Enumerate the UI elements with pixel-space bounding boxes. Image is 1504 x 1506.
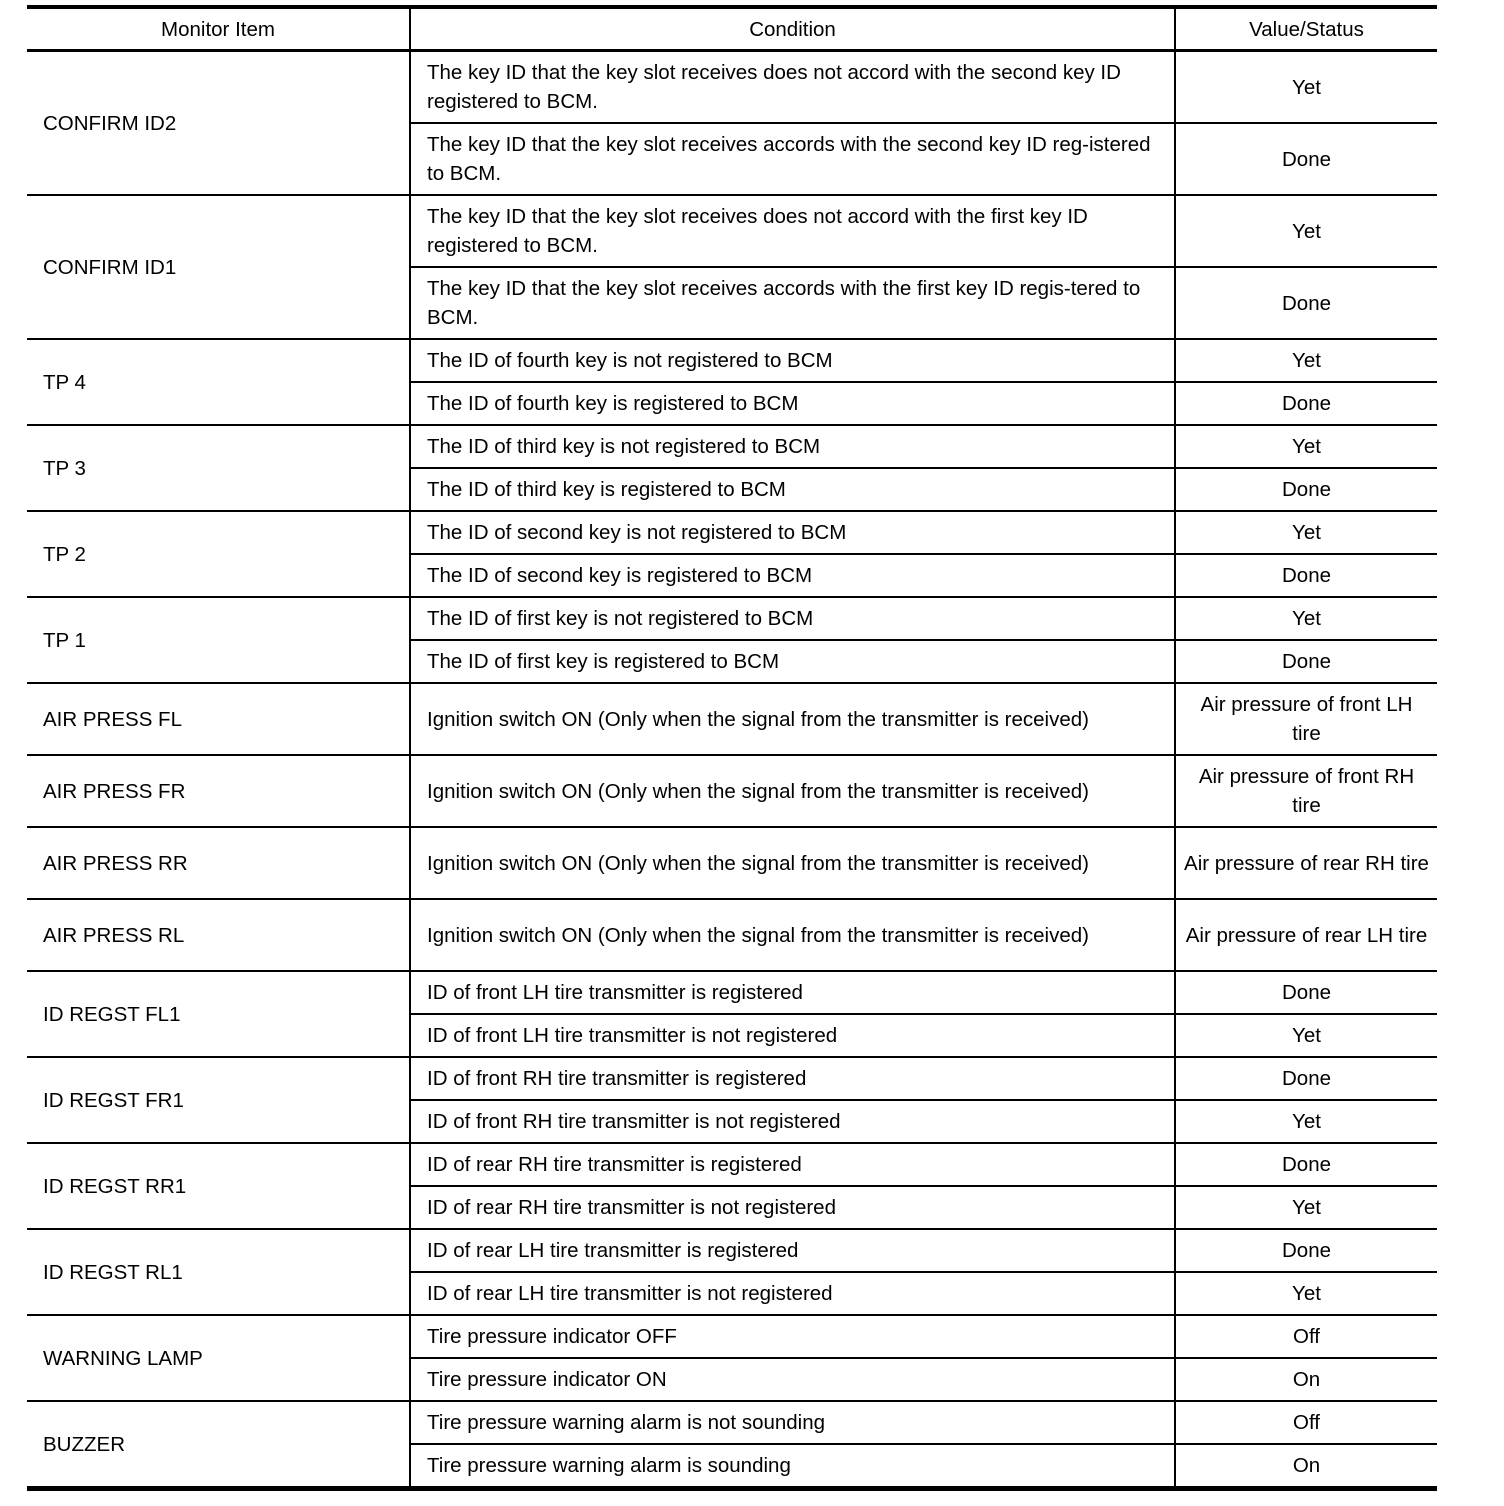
monitor-item-table: [27, 5, 1437, 1491]
monitor-item-cell: TP 2: [27, 511, 410, 597]
table-row: [27, 195, 1437, 267]
condition-cell: Ignition switch ON (Only when the signal from the transmitter is received): [410, 755, 1175, 827]
value-status-cell: Yet: [1175, 1272, 1437, 1315]
condition-cell: Tire pressure indicator OFF: [410, 1315, 1175, 1358]
condition-cell: ID of rear LH tire transmitter is not registered: [410, 1272, 1175, 1315]
table-row: [27, 1057, 1437, 1100]
value-status-cell: Done: [1175, 123, 1437, 195]
table-row: [27, 597, 1437, 640]
condition-cell: ID of rear RH tire transmitter is not registered: [410, 1186, 1175, 1229]
condition-cell: The ID of third key is not registered to BCM: [410, 425, 1175, 468]
value-status-cell: On: [1175, 1358, 1437, 1401]
table-row: [27, 1315, 1437, 1358]
condition-cell: ID of front LH tire transmitter is registered: [410, 971, 1175, 1014]
value-status-cell: Done: [1175, 971, 1437, 1014]
value-status-cell: Air pressure of rear LH tire: [1175, 899, 1437, 971]
condition-cell: The key ID that the key slot receives accords with the second key ID reg-istered to BCM.: [410, 123, 1175, 195]
monitor-item-cell: ID REGST RR1: [27, 1143, 410, 1229]
monitor-item-cell: CONFIRM ID2: [27, 51, 410, 196]
value-status-cell: Air pressure of front RH tire: [1175, 755, 1437, 827]
condition-cell: The ID of first key is registered to BCM: [410, 640, 1175, 683]
value-status-cell: Off: [1175, 1401, 1437, 1444]
monitor-item-cell: BUZZER: [27, 1401, 410, 1489]
value-status-cell: Done: [1175, 1143, 1437, 1186]
value-status-cell: Off: [1175, 1315, 1437, 1358]
monitor-item-cell: AIR PRESS RR: [27, 827, 410, 899]
table-row: [27, 425, 1437, 468]
value-status-cell: Yet: [1175, 1186, 1437, 1229]
value-status-cell: Yet: [1175, 195, 1437, 267]
condition-cell: ID of front RH tire transmitter is registered: [410, 1057, 1175, 1100]
monitor-item-cell: CONFIRM ID1: [27, 195, 410, 339]
monitor-item-cell: ID REGST FL1: [27, 971, 410, 1057]
condition-cell: The ID of second key is registered to BCM: [410, 554, 1175, 597]
monitor-item-cell: TP 1: [27, 597, 410, 683]
table-row: [27, 827, 1437, 899]
value-status-cell: Done: [1175, 554, 1437, 597]
condition-cell: Ignition switch ON (Only when the signal from the transmitter is received): [410, 899, 1175, 971]
condition-cell: The key ID that the key slot receives does not accord with the second key ID registered to BCM.: [410, 51, 1175, 124]
condition-cell: The ID of fourth key is not registered to BCM: [410, 339, 1175, 382]
value-status-cell: Yet: [1175, 1100, 1437, 1143]
header-row: [27, 7, 1437, 51]
condition-cell: The ID of fourth key is registered to BCM: [410, 382, 1175, 425]
table-row: [27, 755, 1437, 827]
value-status-cell: Done: [1175, 267, 1437, 339]
condition-cell: Ignition switch ON (Only when the signal from the transmitter is received): [410, 683, 1175, 755]
value-status-cell: Done: [1175, 1057, 1437, 1100]
table-row: [27, 1229, 1437, 1272]
table-row: [27, 683, 1437, 755]
condition-cell: Ignition switch ON (Only when the signal from the transmitter is received): [410, 827, 1175, 899]
monitor-item-cell: WARNING LAMP: [27, 1315, 410, 1401]
condition-cell: ID of front LH tire transmitter is not registered: [410, 1014, 1175, 1057]
table-row: [27, 899, 1437, 971]
table-body: [27, 51, 1437, 1489]
condition-cell: The ID of third key is registered to BCM: [410, 468, 1175, 511]
value-status-cell: Air pressure of front LH tire: [1175, 683, 1437, 755]
monitor-item-cell: AIR PRESS FL: [27, 683, 410, 755]
monitor-item-cell: TP 4: [27, 339, 410, 425]
monitor-item-cell: AIR PRESS FR: [27, 755, 410, 827]
monitor-item-cell: AIR PRESS RL: [27, 899, 410, 971]
value-status-cell: Done: [1175, 1229, 1437, 1272]
condition-cell: The key ID that the key slot receives does not accord with the first key ID registered to BCM.: [410, 195, 1175, 267]
monitor-item-cell: ID REGST FR1: [27, 1057, 410, 1143]
value-status-cell: Yet: [1175, 597, 1437, 640]
condition-cell: Tire pressure indicator ON: [410, 1358, 1175, 1401]
header-value-status: Value/Status: [1175, 7, 1437, 51]
condition-cell: ID of front RH tire transmitter is not registered: [410, 1100, 1175, 1143]
table-row: [27, 971, 1437, 1014]
monitor-item-cell: TP 3: [27, 425, 410, 511]
value-status-cell: Yet: [1175, 511, 1437, 554]
value-status-cell: Yet: [1175, 51, 1437, 124]
table-row: [27, 1143, 1437, 1186]
value-status-cell: Yet: [1175, 339, 1437, 382]
value-status-cell: Air pressure of rear RH tire: [1175, 827, 1437, 899]
condition-cell: ID of rear RH tire transmitter is registered: [410, 1143, 1175, 1186]
condition-cell: Tire pressure warning alarm is not sounding: [410, 1401, 1175, 1444]
condition-cell: The key ID that the key slot receives accords with the first key ID regis-tered to BCM.: [410, 267, 1175, 339]
value-status-cell: Yet: [1175, 1014, 1437, 1057]
table-row: [27, 51, 1437, 124]
table-row: [27, 1401, 1437, 1444]
header-monitor-item: Monitor Item: [27, 7, 410, 51]
value-status-cell: Done: [1175, 382, 1437, 425]
header-condition: Condition: [410, 7, 1175, 51]
condition-cell: ID of rear LH tire transmitter is registered: [410, 1229, 1175, 1272]
condition-cell: The ID of second key is not registered to BCM: [410, 511, 1175, 554]
table-row: [27, 511, 1437, 554]
monitor-item-cell: ID REGST RL1: [27, 1229, 410, 1315]
condition-cell: The ID of first key is not registered to BCM: [410, 597, 1175, 640]
condition-cell: Tire pressure warning alarm is sounding: [410, 1444, 1175, 1489]
value-status-cell: On: [1175, 1444, 1437, 1489]
value-status-cell: Done: [1175, 468, 1437, 511]
value-status-cell: Yet: [1175, 425, 1437, 468]
value-status-cell: Done: [1175, 640, 1437, 683]
table-row: [27, 339, 1437, 382]
